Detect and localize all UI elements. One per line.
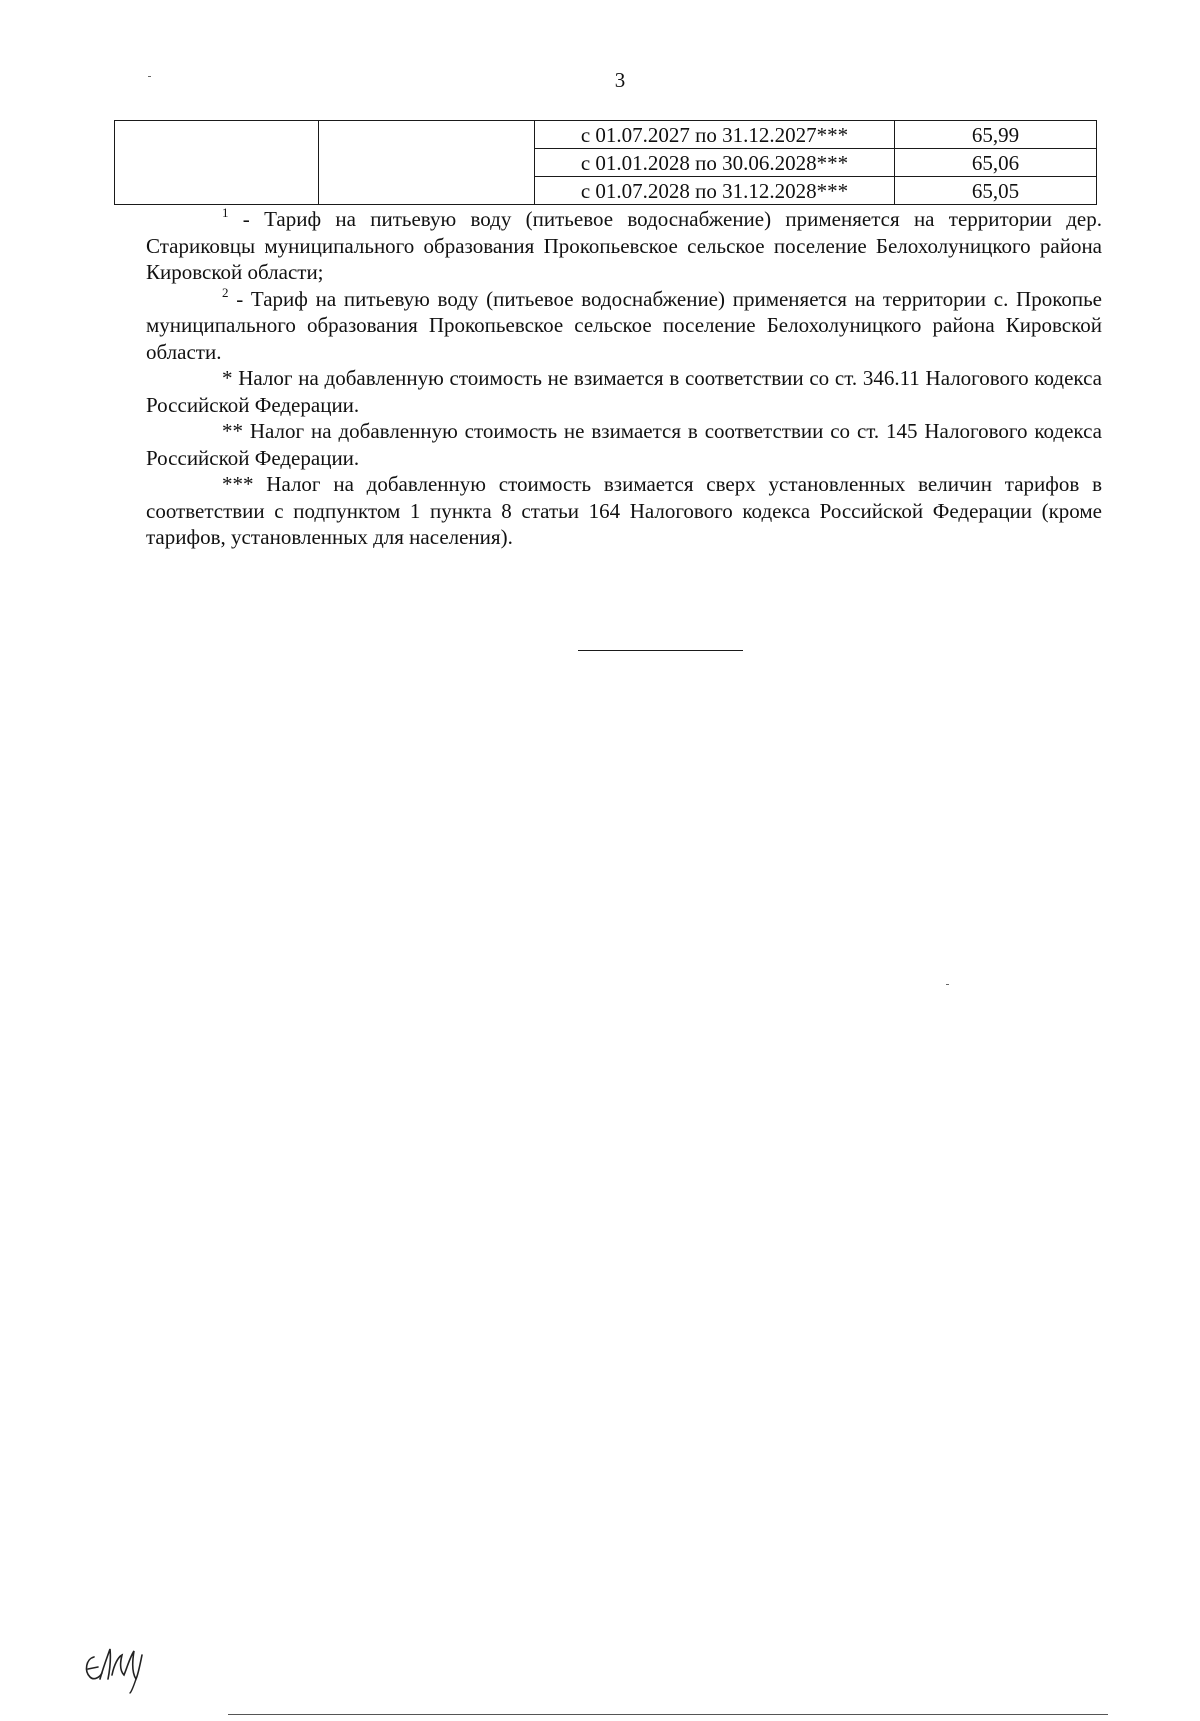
period-cell: с 01.07.2027 по 31.12.2027*** <box>535 121 895 149</box>
table-row <box>115 121 1097 149</box>
footnote-text: *** Налог на добавленную стоимость взимается сверх установленных величин тарифов в соответствии с подпунктом 1 пункта 8 статьи 164 Налогового кодекса Российской Федерации (кроме тарифов, установленных для населения). <box>146 472 1102 549</box>
scan-speck <box>946 984 949 985</box>
footnote-marker: 1 <box>222 205 229 220</box>
footnote-text: * Налог на добавленную стоимость не взимается в соответствии со ст. 346.11 Налогового кодекса Российской Федерации. <box>146 366 1102 417</box>
bottom-edge-line <box>228 1714 1108 1715</box>
vat-note-3 <box>146 471 1102 551</box>
footnote-1 <box>146 206 1102 286</box>
footnote-2 <box>146 286 1102 366</box>
tariff-value-cell: 65,05 <box>895 177 1097 205</box>
tariff-value-cell: 65,06 <box>895 149 1097 177</box>
empty-merged-cell <box>319 121 535 205</box>
handwritten-signature-icon <box>80 1635 150 1695</box>
vat-note-1 <box>146 365 1102 418</box>
page-number: 3 <box>614 68 626 92</box>
vat-note-2 <box>146 418 1102 471</box>
footnotes <box>146 206 1102 551</box>
footnote-text: - Тариф на питьевую воду (питьевое водоснабжение) применяется на территории с. Прокопье муниципального образования Прокопьевское сельское поселение Белохолуницкого района Кировской области. <box>146 286 1102 364</box>
footnote-text: ** Налог на добавленную стоимость не взимается в соответствии со ст. 145 Налогового кодекса Российской Федерации. <box>146 419 1102 470</box>
footnote-text: - Тариф на питьевую воду (питьевое водоснабжение) применяется на территории дер. Стариковцы муниципального образования Прокопьевское сельское поселение Белохолуницкого района Кировской области; <box>146 207 1102 284</box>
tariff-table <box>114 120 1097 205</box>
empty-merged-cell <box>115 121 319 205</box>
tariff-value-cell: 65,99 <box>895 121 1097 149</box>
document-end-divider <box>578 650 743 651</box>
period-cell: с 01.01.2028 по 30.06.2028*** <box>535 149 895 177</box>
period-cell: с 01.07.2028 по 31.12.2028*** <box>535 177 895 205</box>
footnote-marker: 2 <box>222 284 229 300</box>
